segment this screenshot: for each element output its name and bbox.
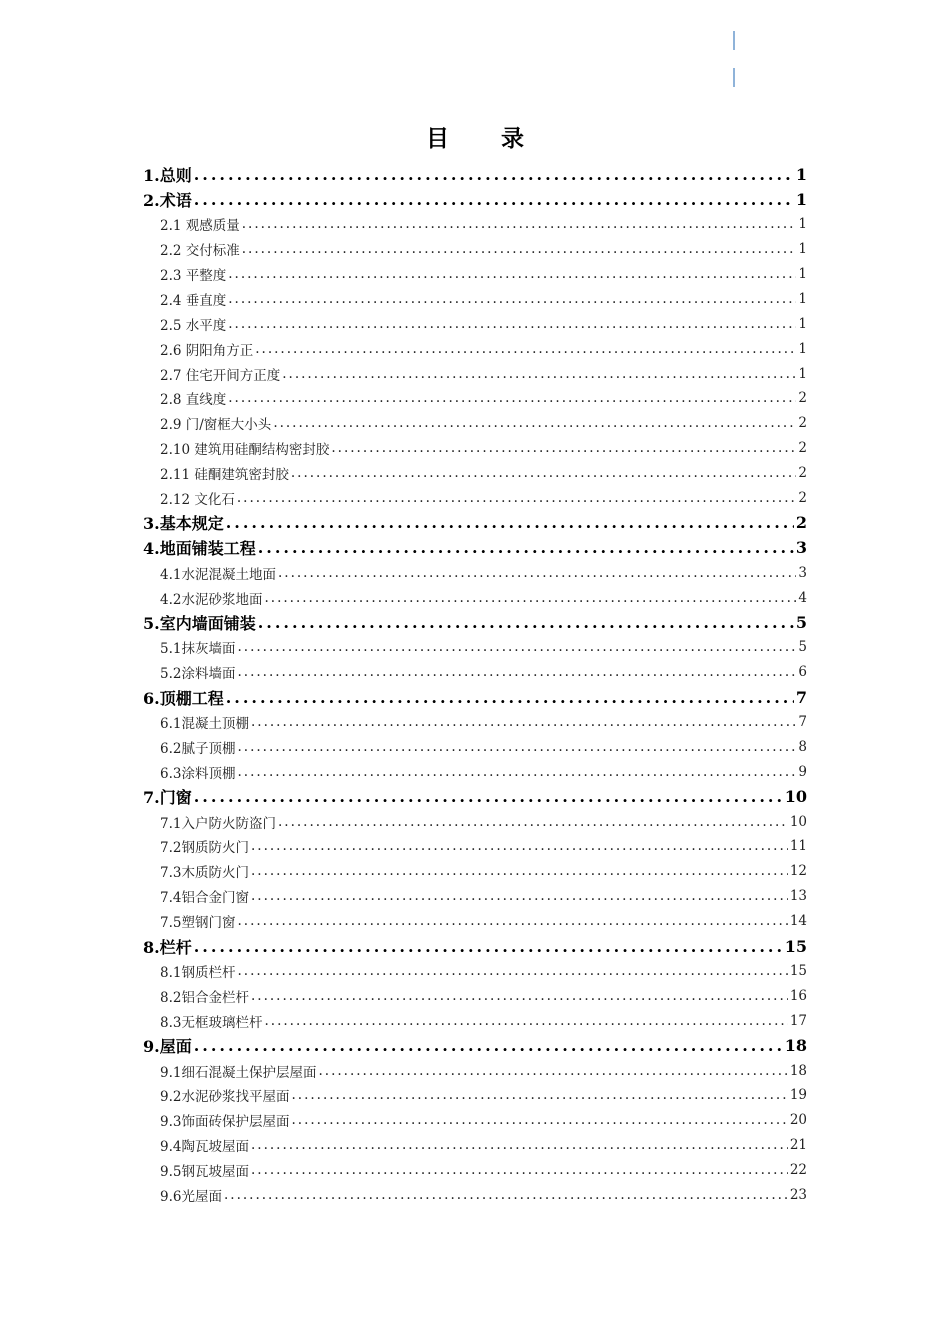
toc-entry-page-number: 15 <box>784 936 807 956</box>
toc-leader-dots <box>264 590 796 606</box>
toc-chapter-entry[interactable] <box>143 784 807 809</box>
toc-entry-label: 6.1混凝土顶棚 <box>160 716 249 733</box>
toc-chapter-entry[interactable] <box>143 535 807 560</box>
toc-entry-label: 7.4铝合金门窗 <box>160 890 249 907</box>
toc-entry-label: 8.栏杆 <box>143 937 192 957</box>
toc-entry-label: 7.1入户防火防盗门 <box>160 815 276 832</box>
toc-entry-label: 9.5钢瓦坡屋面 <box>160 1164 249 1181</box>
toc-leader-dots <box>282 366 796 382</box>
toc-leader-dots <box>228 390 796 406</box>
toc-section-entry[interactable] <box>143 859 807 884</box>
toc-entry-page-number: 12 <box>789 863 807 880</box>
toc-entry-label: 2.8 直线度 <box>160 392 227 409</box>
toc-section-entry[interactable] <box>143 262 807 287</box>
toc-entry-label: 9.屋面 <box>143 1037 192 1057</box>
toc-section-entry[interactable] <box>143 909 807 934</box>
toc-leader-dots <box>237 913 787 929</box>
toc-entry-label: 2.1 观感质量 <box>160 218 240 235</box>
toc-chapter-entry[interactable] <box>143 685 807 710</box>
page-title: 目 录 <box>425 125 546 152</box>
toc-section-entry[interactable] <box>143 959 807 984</box>
toc-leader-dots <box>278 565 796 581</box>
toc-leader-dots <box>226 688 794 707</box>
toc-section-entry[interactable] <box>143 486 807 511</box>
toc-entry-label: 1.总则 <box>143 165 192 185</box>
toc-leader-dots <box>291 1112 787 1128</box>
toc-entry-label: 2.5 水平度 <box>160 317 227 334</box>
toc-entry-page-number: 5 <box>798 639 807 656</box>
toc-entry-page-number: 16 <box>789 987 807 1004</box>
toc-section-entry[interactable] <box>143 734 807 759</box>
toc-entry-label: 7.2钢质防火门 <box>160 840 249 857</box>
toc-entry-label: 4.地面铺装工程 <box>143 539 256 559</box>
toc-entry-label: 2.4 垂直度 <box>160 292 227 309</box>
toc-entry-label: 5.1抹灰墙面 <box>160 641 236 658</box>
toc-entry-page-number: 9 <box>798 763 807 780</box>
toc-leader-dots <box>194 937 783 956</box>
toc-section-entry[interactable] <box>143 635 807 660</box>
toc-leader-dots <box>255 341 796 357</box>
toc-section-entry[interactable] <box>143 1108 807 1133</box>
toc-leader-dots <box>237 739 796 755</box>
toc-section-entry[interactable] <box>143 311 807 336</box>
table-of-contents <box>143 162 807 1207</box>
toc-entry-page-number: 11 <box>789 838 807 855</box>
toc-entry-page-number: 2 <box>798 465 807 482</box>
toc-entry-page-number: 2 <box>798 415 807 432</box>
toc-leader-dots <box>251 988 788 1004</box>
toc-section-entry[interactable] <box>143 436 807 461</box>
toc-section-entry[interactable] <box>143 411 807 436</box>
toc-entry-page-number: 3 <box>798 564 807 581</box>
toc-entry-label: 8.2铝合金栏杆 <box>160 989 249 1006</box>
toc-entry-label: 2.7 住宅开间方正度 <box>160 367 281 384</box>
toc-entry-page-number: 2 <box>798 440 807 457</box>
toc-leader-dots <box>237 764 796 780</box>
toc-section-entry[interactable] <box>143 1058 807 1083</box>
toc-entry-page-number: 18 <box>784 1036 807 1056</box>
toc-chapter-entry[interactable] <box>143 162 807 187</box>
toc-entry-page-number: 1 <box>798 315 807 332</box>
toc-section-entry[interactable] <box>143 1008 807 1033</box>
toc-entry-label: 2.11 硅酮建筑密封胶 <box>160 467 289 484</box>
toc-entry-page-number: 15 <box>789 962 807 979</box>
toc-leader-dots <box>194 165 794 184</box>
toc-section-entry[interactable] <box>143 386 807 411</box>
toc-leader-dots <box>291 465 797 481</box>
toc-leader-dots <box>258 538 794 557</box>
toc-leader-dots <box>258 613 794 632</box>
toc-leader-dots <box>242 241 797 257</box>
toc-entry-page-number: 5 <box>795 612 807 632</box>
toc-entry-label: 6.顶棚工程 <box>143 688 224 708</box>
toc-leader-dots <box>237 639 796 655</box>
toc-entry-label: 5.室内墙面铺装 <box>143 613 256 633</box>
toc-leader-dots <box>331 440 796 456</box>
toc-section-entry[interactable] <box>143 212 807 237</box>
toc-leader-dots <box>251 714 796 730</box>
toc-section-entry[interactable] <box>143 461 807 486</box>
toc-entry-label: 2.术语 <box>143 190 192 210</box>
toc-chapter-entry[interactable] <box>143 1033 807 1058</box>
toc-entry-label: 2.9 门/窗框大小头 <box>160 417 272 434</box>
toc-leader-dots <box>264 1013 787 1029</box>
toc-entry-label: 6.2腻子顶棚 <box>160 740 236 757</box>
toc-entry-page-number: 2 <box>798 390 807 407</box>
toc-entry-page-number: 2 <box>798 490 807 507</box>
toc-leader-dots <box>224 1187 788 1203</box>
toc-section-entry[interactable] <box>143 1133 807 1158</box>
toc-chapter-entry[interactable] <box>143 610 807 635</box>
toc-section-entry[interactable] <box>143 759 807 784</box>
toc-section-entry[interactable] <box>143 710 807 735</box>
toc-entry-label: 4.1水泥混凝土地面 <box>160 566 276 583</box>
margin-mark <box>733 68 735 87</box>
toc-entry-page-number: 18 <box>789 1062 807 1079</box>
toc-entry-label: 9.6光屋面 <box>160 1188 222 1205</box>
toc-leader-dots <box>242 216 797 232</box>
toc-section-entry[interactable] <box>143 1083 807 1108</box>
toc-entry-page-number: 21 <box>789 1137 807 1154</box>
toc-entry-label: 9.2水泥砂浆找平屋面 <box>160 1089 290 1106</box>
toc-section-entry[interactable] <box>143 585 807 610</box>
toc-entry-page-number: 1 <box>798 365 807 382</box>
toc-section-entry[interactable] <box>143 660 807 685</box>
toc-leader-dots <box>237 963 787 979</box>
toc-entry-label: 5.2涂料墙面 <box>160 666 236 683</box>
toc-entry-label: 7.5塑钢门窗 <box>160 915 236 932</box>
toc-entry-page-number: 19 <box>789 1087 807 1104</box>
header-margin-marks <box>733 31 736 91</box>
toc-entry-label: 9.4陶瓦坡屋面 <box>160 1139 249 1156</box>
toc-entry-page-number: 1 <box>798 241 807 258</box>
toc-section-entry[interactable] <box>143 834 807 859</box>
toc-chapter-entry[interactable] <box>143 510 807 535</box>
toc-entry-label: 9.3饰面砖保护层屋面 <box>160 1114 290 1131</box>
toc-entry-page-number: 1 <box>798 266 807 282</box>
toc-entry-label: 7.门窗 <box>143 788 192 808</box>
toc-chapter-entry[interactable] <box>143 934 807 959</box>
toc-leader-dots <box>251 838 788 854</box>
toc-entry-page-number: 1 <box>798 340 807 357</box>
toc-entry-label: 6.3涂料顶棚 <box>160 765 236 782</box>
toc-entry-page-number: 1 <box>798 290 807 307</box>
toc-entry-page-number: 8 <box>798 738 807 755</box>
toc-section-entry[interactable] <box>143 884 807 909</box>
toc-entry-label: 2.2 交付标准 <box>160 243 240 260</box>
toc-leader-dots <box>194 190 794 209</box>
toc-section-entry[interactable] <box>143 560 807 585</box>
toc-leader-dots <box>228 291 796 307</box>
toc-entry-page-number: 7 <box>798 714 807 731</box>
toc-entry-label: 4.2水泥砂浆地面 <box>160 591 263 608</box>
toc-leader-dots <box>237 490 797 506</box>
toc-section-entry[interactable] <box>143 336 807 361</box>
toc-leader-dots <box>273 415 796 431</box>
toc-entry-page-number: 23 <box>789 1186 807 1203</box>
toc-entry-label: 2.3 平整度 <box>160 268 227 284</box>
toc-leader-dots <box>226 513 794 532</box>
toc-entry-page-number: 10 <box>784 787 807 807</box>
toc-entry-page-number: 2 <box>795 513 807 533</box>
toc-entry-page-number: 20 <box>789 1112 807 1129</box>
toc-entry-page-number: 14 <box>789 913 807 930</box>
toc-leader-dots <box>237 664 796 680</box>
toc-entry-label: 2.12 文化石 <box>160 492 235 509</box>
toc-leader-dots <box>228 266 796 282</box>
toc-section-entry[interactable] <box>143 1158 807 1183</box>
toc-section-entry[interactable] <box>143 286 807 311</box>
toc-chapter-entry[interactable] <box>143 187 807 212</box>
toc-entry-page-number: 7 <box>795 687 807 707</box>
toc-leader-dots <box>278 814 788 830</box>
toc-entry-page-number: 10 <box>789 813 807 830</box>
toc-entry-page-number: 22 <box>789 1162 807 1179</box>
toc-entry-page-number: 1 <box>798 216 807 233</box>
toc-leader-dots <box>251 1162 788 1178</box>
toc-leader-dots <box>251 888 788 904</box>
toc-entry-page-number: 17 <box>789 1012 807 1029</box>
toc-entry-label: 3.基本规定 <box>143 514 224 534</box>
toc-entry-page-number: 1 <box>795 189 807 209</box>
toc-entry-label: 2.10 建筑用硅酮结构密封胶 <box>160 442 330 459</box>
toc-entry-label: 7.3木质防火门 <box>160 865 249 882</box>
toc-entry-page-number: 4 <box>798 589 807 606</box>
toc-section-entry[interactable] <box>143 809 807 834</box>
toc-leader-dots <box>318 1063 787 1079</box>
toc-section-entry[interactable] <box>143 1183 807 1208</box>
toc-entry-page-number: 13 <box>789 888 807 905</box>
toc-section-entry[interactable] <box>143 361 807 386</box>
toc-section-entry[interactable] <box>143 983 807 1008</box>
margin-mark <box>733 31 735 50</box>
toc-leader-dots <box>194 1036 783 1055</box>
toc-entry-label: 8.3无框玻璃栏杆 <box>160 1014 263 1031</box>
toc-entry-label: 2.6 阴阳角方正 <box>160 342 254 359</box>
toc-leader-dots <box>194 787 783 806</box>
toc-section-entry[interactable] <box>143 237 807 262</box>
toc-leader-dots <box>251 863 788 879</box>
toc-entry-label: 8.1钢质栏杆 <box>160 964 236 981</box>
toc-leader-dots <box>291 1087 787 1103</box>
toc-leader-dots <box>228 316 796 332</box>
toc-leader-dots <box>251 1137 788 1153</box>
toc-entry-label: 9.1细石混凝土保护层屋面 <box>160 1064 317 1081</box>
toc-entry-page-number: 3 <box>795 538 807 558</box>
toc-entry-page-number: 6 <box>798 664 807 681</box>
toc-entry-page-number: 1 <box>795 164 807 184</box>
